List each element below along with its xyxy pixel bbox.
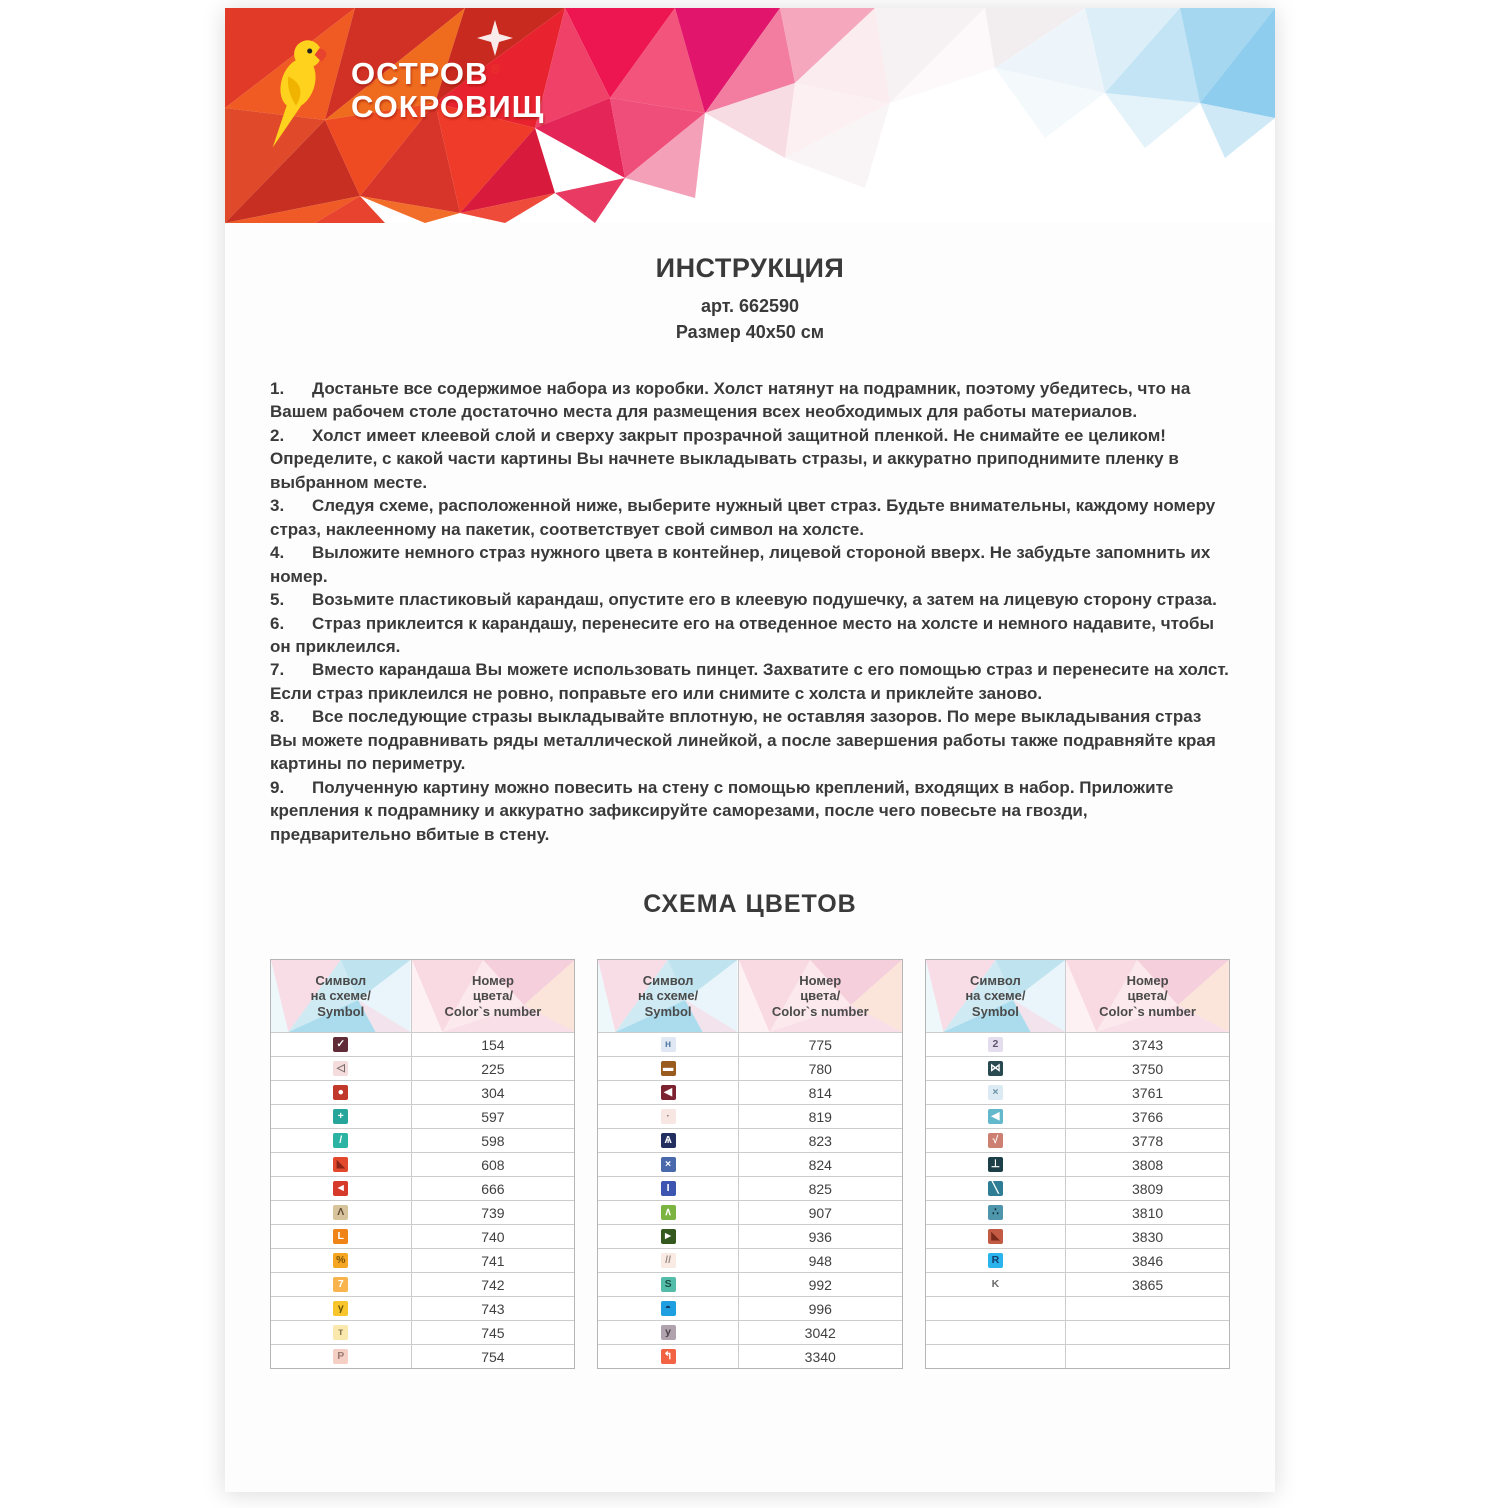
registered-mark: ® xyxy=(490,61,502,77)
color-row xyxy=(271,1032,574,1056)
symbol-cell xyxy=(271,1129,412,1152)
color-number: 3766 xyxy=(1132,1108,1164,1125)
color-row xyxy=(598,1200,901,1224)
color-symbol-icon: ◓ xyxy=(661,1301,676,1316)
color-row xyxy=(926,1224,1229,1248)
symbol-cell xyxy=(271,1273,412,1296)
color-symbol-icon: ∧ xyxy=(661,1205,676,1220)
color-number: 3809 xyxy=(1132,1180,1164,1197)
brand-line2: СОКРОВИЩ xyxy=(351,89,545,124)
color-row xyxy=(926,1320,1229,1344)
symbol-cell xyxy=(271,1201,412,1224)
color-number: 996 xyxy=(808,1300,832,1317)
color-row xyxy=(926,1056,1229,1080)
instruction-text: Достаньте все содержимое набора из коробки. Холст натянут на подрамник, поэтому убедитесь, что на Вашем рабочем столе достаточно места для размещения всех необходимых для работы материалов. xyxy=(270,379,1191,422)
brand-line1: ОСТРОВ xyxy=(351,56,489,92)
color-symbol-icon: Р xyxy=(333,1349,348,1364)
color-row xyxy=(598,1176,901,1200)
color-symbol-icon: Λ xyxy=(333,1205,348,1220)
color-row xyxy=(926,1128,1229,1152)
symbol-cell xyxy=(598,1105,739,1128)
color-number: 666 xyxy=(481,1180,505,1197)
color-number: 745 xyxy=(481,1324,505,1341)
color-number: 739 xyxy=(481,1204,505,1221)
color-symbol-icon: S xyxy=(661,1277,676,1292)
instruction-text: Страз приклеится к карандашу, перенесите его на отведенное место на холсте и немного надавите, чтобы он приклеился. xyxy=(270,613,1215,656)
color-symbol-icon: + xyxy=(333,1109,348,1124)
color-number: 824 xyxy=(808,1156,832,1173)
color-row xyxy=(926,1152,1229,1176)
symbol-cell xyxy=(598,1129,739,1152)
symbol-header-label: Символ на схеме/ Symbol xyxy=(637,973,699,1019)
symbol-header-label: Символ на схеме/ Symbol xyxy=(310,973,371,1019)
color-row xyxy=(598,1128,901,1152)
symbol-cell xyxy=(598,1201,739,1224)
instruction-number: 9. xyxy=(270,777,285,797)
symbol-header-cell xyxy=(598,960,739,1032)
number-header-label: Номер цвета/ Color`s number xyxy=(1099,973,1196,1019)
color-symbol-icon: γ xyxy=(333,1301,348,1316)
color-number: 780 xyxy=(808,1060,832,1077)
color-number: 608 xyxy=(481,1156,505,1173)
symbol-cell xyxy=(271,1225,412,1248)
color-row xyxy=(271,1320,574,1344)
color-row xyxy=(598,1224,901,1248)
color-number: 741 xyxy=(481,1252,505,1269)
color-symbol-icon: I xyxy=(661,1181,676,1196)
color-number: 3830 xyxy=(1132,1228,1164,1245)
size-label: Размер 40х50 см xyxy=(675,322,825,342)
color-row xyxy=(598,1344,901,1368)
symbol-cell xyxy=(926,1321,1067,1344)
symbol-cell xyxy=(926,1153,1067,1176)
color-number: 814 xyxy=(808,1084,832,1101)
color-symbol-icon: ◣ xyxy=(333,1157,348,1172)
color-number: 3042 xyxy=(804,1324,836,1341)
color-number: 742 xyxy=(481,1276,505,1293)
instruction-number: 7. xyxy=(270,660,285,680)
number-header-cell xyxy=(739,960,902,1032)
color-row xyxy=(271,1080,574,1104)
table-header-row xyxy=(271,960,574,1032)
number-header-cell xyxy=(412,960,575,1032)
color-table xyxy=(270,959,575,1369)
symbol-cell xyxy=(598,1057,739,1080)
instruction-number: 3. xyxy=(270,496,285,516)
symbol-header-cell xyxy=(926,960,1067,1032)
color-row xyxy=(271,1200,574,1224)
color-symbol-icon: ╲ xyxy=(988,1181,1003,1196)
color-symbol-icon: % xyxy=(333,1253,348,1268)
brand-logo xyxy=(259,32,544,150)
symbol-cell xyxy=(926,1057,1067,1080)
symbol-cell xyxy=(926,1201,1067,1224)
instruction-item xyxy=(270,658,1230,705)
color-symbol-icon: ► xyxy=(661,1229,676,1244)
color-row xyxy=(598,1152,901,1176)
symbol-cell xyxy=(926,1177,1067,1200)
symbol-cell xyxy=(271,1321,412,1344)
color-number: 825 xyxy=(808,1180,832,1197)
color-symbol-icon: 7 xyxy=(333,1277,348,1292)
color-number xyxy=(1066,1321,1229,1344)
color-symbol-icon: ◄ xyxy=(333,1181,348,1196)
instruction-text: Все последующие стразы выкладывайте вплотную, не оставляя зазоров. По мере выкладывания страз Вы можете подравнивать ряды металлической линейкой, а после завершения работы также подравняйте края картины по периметру. xyxy=(270,707,1216,774)
symbol-cell xyxy=(926,1249,1067,1272)
color-symbol-icon: × xyxy=(988,1085,1003,1100)
color-row xyxy=(271,1296,574,1320)
instruction-text: Выложите немного страз нужного цвета в контейнер, лицевой стороной вверх. Не забудьте запомнить их номер. xyxy=(270,543,1211,586)
instruction-text: Возьмите пластиковый карандаш, опустите его в клеевую подушечку, а затем на лицевую сторону страза. xyxy=(312,590,1217,610)
parrot-icon xyxy=(259,32,337,150)
symbol-cell xyxy=(271,1297,412,1320)
color-symbol-icon: ⊥ xyxy=(988,1157,1003,1172)
color-symbol-icon: у xyxy=(661,1325,676,1340)
banner xyxy=(225,8,1275,223)
color-row xyxy=(926,1176,1229,1200)
symbol-header-cell xyxy=(271,960,412,1032)
color-row xyxy=(271,1176,574,1200)
symbol-cell xyxy=(271,1153,412,1176)
color-row xyxy=(926,1344,1229,1368)
color-tables xyxy=(270,959,1230,1369)
symbol-cell xyxy=(926,1105,1067,1128)
color-symbol-icon: ✓ xyxy=(333,1037,348,1052)
instruction-number: 5. xyxy=(270,590,285,610)
instruction-item xyxy=(270,494,1230,541)
number-header-label: Номер цвета/ Color`s number xyxy=(771,973,869,1019)
color-row xyxy=(598,1080,901,1104)
color-number: 3846 xyxy=(1132,1252,1164,1269)
color-row xyxy=(271,1056,574,1080)
symbol-cell xyxy=(271,1345,412,1368)
number-header-label: Номер цвета/ Color`s number xyxy=(444,973,542,1019)
color-row xyxy=(598,1272,901,1296)
symbol-cell xyxy=(598,1345,739,1368)
symbol-cell xyxy=(598,1321,739,1344)
instruction-sheet xyxy=(225,8,1275,1492)
table-header-row xyxy=(926,960,1229,1032)
symbol-cell xyxy=(271,1057,412,1080)
instruction-text: Следуя схеме, расположенной ниже, выберите нужный цвет страз. Будьте внимательны, каждому номеру страз, наклеенному на пакетик, соответствует свой символ на холсте. xyxy=(270,496,1216,539)
color-number: 225 xyxy=(481,1060,505,1077)
brand-name xyxy=(351,58,544,123)
color-number: 992 xyxy=(808,1276,832,1293)
article-number: арт. 662590 xyxy=(700,296,800,316)
symbol-cell xyxy=(598,1033,739,1056)
color-row xyxy=(271,1224,574,1248)
symbol-cell xyxy=(271,1177,412,1200)
color-number: 948 xyxy=(808,1252,832,1269)
color-number: 3340 xyxy=(804,1348,836,1365)
instruction-text: Полученную картину можно повесить на стену с помощью креплений, входящих в набор. Приложите крепления к подрамнику и аккуратно зафиксируйте саморезами, после чего повесьте на гвозди, предварительно вбитые в стену. xyxy=(270,777,1174,844)
color-symbol-icon: ⋈ xyxy=(988,1061,1003,1076)
color-row xyxy=(926,1080,1229,1104)
color-number: 775 xyxy=(808,1036,832,1053)
symbol-cell xyxy=(926,1033,1067,1056)
color-number: 3761 xyxy=(1132,1084,1164,1101)
color-row xyxy=(598,1032,901,1056)
instruction-text: Вместо карандаша Вы можете использовать пинцет. Захватите с его помощью страз и перенесите на холст. Если страз приклеился не ровно, поправьте его или снимите с холста и приклейте заново. xyxy=(270,660,1229,703)
color-number: 3865 xyxy=(1132,1276,1164,1293)
instruction-item xyxy=(270,541,1230,588)
color-symbol-icon: · xyxy=(661,1109,676,1124)
instruction-number: 1. xyxy=(270,379,285,398)
instruction-number: 4. xyxy=(270,543,285,563)
color-symbol-icon: // xyxy=(661,1253,676,1268)
color-row xyxy=(271,1152,574,1176)
color-symbol-icon: ◁ xyxy=(333,1061,348,1076)
symbol-cell xyxy=(271,1033,412,1056)
color-row xyxy=(926,1200,1229,1224)
color-number: 3750 xyxy=(1132,1060,1164,1077)
color-number: 3743 xyxy=(1132,1036,1164,1053)
number-header-cell xyxy=(1066,960,1229,1032)
color-number: 3810 xyxy=(1132,1204,1164,1221)
page-title: ИНСТРУКЦИЯ xyxy=(655,253,845,283)
color-number: 907 xyxy=(808,1204,832,1221)
color-number: 154 xyxy=(481,1036,505,1053)
color-number: 819 xyxy=(808,1108,832,1125)
color-number: 936 xyxy=(808,1228,832,1245)
symbol-cell xyxy=(271,1249,412,1272)
color-number xyxy=(1066,1297,1229,1320)
color-number: 597 xyxy=(481,1108,505,1125)
color-symbol-icon: ◀ xyxy=(988,1109,1003,1124)
color-symbol-icon: Ѧ xyxy=(661,1133,676,1148)
color-row xyxy=(271,1128,574,1152)
symbol-cell xyxy=(598,1249,739,1272)
color-row xyxy=(926,1104,1229,1128)
color-symbol-icon: т xyxy=(333,1325,348,1340)
color-row xyxy=(598,1104,901,1128)
symbol-cell xyxy=(271,1105,412,1128)
color-symbol-icon: √ xyxy=(988,1133,1003,1148)
color-symbol-icon: / xyxy=(333,1133,348,1148)
symbol-cell xyxy=(926,1129,1067,1152)
symbol-cell xyxy=(926,1225,1067,1248)
color-row xyxy=(271,1104,574,1128)
color-number: 754 xyxy=(481,1348,505,1365)
symbol-cell xyxy=(598,1225,739,1248)
instruction-number: 6. xyxy=(270,613,285,633)
color-number xyxy=(1066,1345,1229,1368)
color-number: 823 xyxy=(808,1132,832,1149)
color-symbol-icon: ● xyxy=(333,1085,348,1100)
instruction-item xyxy=(270,424,1230,494)
color-symbol-icon: ↰ xyxy=(661,1349,676,1364)
instructions-list xyxy=(270,377,1230,846)
instruction-item xyxy=(270,776,1230,846)
instruction-text: Холст имеет клеевой слой и сверху закрыт прозрачной защитной пленкой. Не снимайте ее целиком! Определите, с какой части картины Вы начнете выкладывать стразы, и аккуратно приподнимите пленку в выбранном месте. xyxy=(270,425,1179,492)
color-row xyxy=(271,1344,574,1368)
symbol-cell xyxy=(926,1081,1067,1104)
color-row xyxy=(271,1272,574,1296)
instruction-number: 8. xyxy=(270,707,285,727)
color-row xyxy=(926,1296,1229,1320)
color-row xyxy=(598,1320,901,1344)
color-symbol-icon: × xyxy=(661,1157,676,1172)
color-row xyxy=(598,1248,901,1272)
color-symbol-icon: ▬ xyxy=(661,1061,676,1076)
symbol-cell xyxy=(598,1081,739,1104)
color-symbol-icon: н xyxy=(661,1037,676,1052)
color-row xyxy=(598,1296,901,1320)
color-row xyxy=(598,1056,901,1080)
instruction-item xyxy=(270,705,1230,775)
color-number: 598 xyxy=(481,1132,505,1149)
symbol-header-label: Символ на схеме/ Symbol xyxy=(965,973,1026,1019)
color-number: 304 xyxy=(481,1084,505,1101)
color-number: 740 xyxy=(481,1228,505,1245)
color-symbol-icon: ◣ xyxy=(988,1229,1003,1244)
instruction-number: 2. xyxy=(270,425,285,445)
scheme-title: СХЕМА ЦВЕТОВ xyxy=(643,890,857,919)
color-symbol-icon: R xyxy=(988,1253,1003,1268)
symbol-cell xyxy=(598,1297,739,1320)
symbol-cell xyxy=(598,1177,739,1200)
color-number: 3808 xyxy=(1132,1156,1164,1173)
color-row xyxy=(926,1032,1229,1056)
instruction-item xyxy=(270,588,1230,611)
color-number: 3778 xyxy=(1132,1132,1164,1149)
color-symbol-icon: ∴ xyxy=(988,1205,1003,1220)
symbol-cell xyxy=(926,1273,1067,1296)
symbol-cell xyxy=(926,1345,1067,1368)
table-header-row xyxy=(598,960,901,1032)
instruction-item xyxy=(270,377,1230,424)
instruction-item xyxy=(270,612,1230,659)
color-symbol-icon: L xyxy=(333,1229,348,1244)
symbol-cell xyxy=(598,1273,739,1296)
color-table xyxy=(597,959,902,1369)
color-row xyxy=(926,1272,1229,1296)
symbol-cell xyxy=(926,1297,1067,1320)
color-row xyxy=(271,1248,574,1272)
color-table xyxy=(925,959,1230,1369)
symbol-cell xyxy=(598,1153,739,1176)
color-symbol-icon: ◀ xyxy=(661,1085,676,1100)
symbol-cell xyxy=(271,1081,412,1104)
color-symbol-icon: K xyxy=(991,1278,1000,1291)
color-symbol-icon: 2 xyxy=(988,1037,1003,1052)
color-number: 743 xyxy=(481,1300,505,1317)
color-row xyxy=(926,1248,1229,1272)
